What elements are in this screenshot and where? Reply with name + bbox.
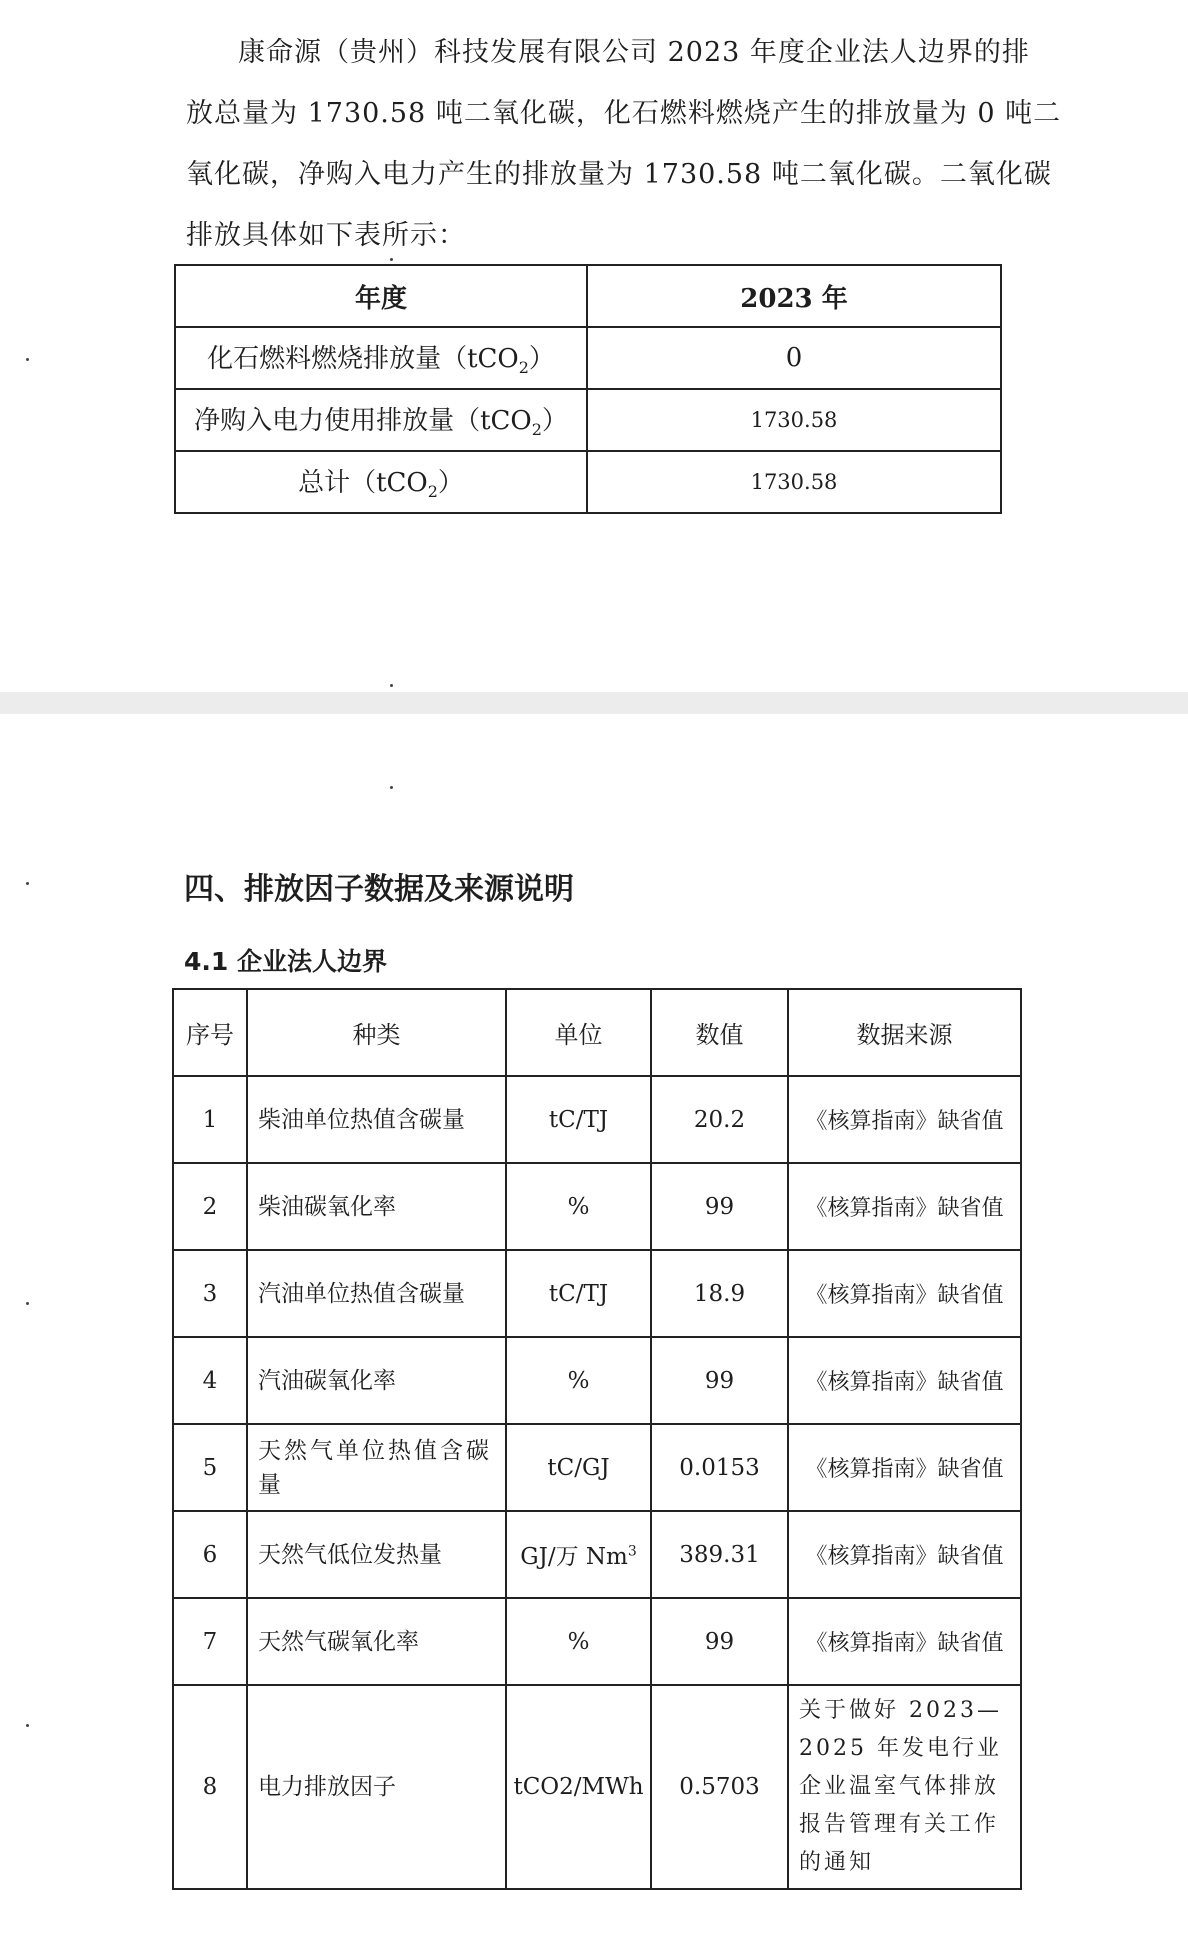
cell-source: 《核算指南》缺省值: [788, 1511, 1021, 1598]
cell-kind: 汽油碳氧化率: [247, 1337, 506, 1424]
header-cell-source: 数据来源: [788, 989, 1021, 1076]
cell-unit: tC/GJ: [506, 1424, 651, 1511]
cell-no: 3: [173, 1250, 247, 1337]
cell-value: 99: [651, 1163, 788, 1250]
cell-kind: 柴油单位热值含碳量: [247, 1076, 506, 1163]
table-header-row: [173, 989, 1021, 1076]
row-label: 总计（tCO$_2$）: [175, 451, 587, 513]
page-separator: [0, 692, 1188, 714]
header-cell-year-label: 年度: [175, 265, 587, 327]
intro-line-4: 排放具体如下表所示：: [186, 220, 466, 251]
table-row: [175, 389, 1001, 451]
header-cell-no: 序号: [173, 989, 247, 1076]
cell-unit: tC/TJ: [506, 1250, 651, 1337]
row-label: 化石燃料燃烧排放量（tCO$_2$）: [175, 327, 587, 389]
cell-no: 8: [173, 1685, 247, 1889]
table-row: [175, 451, 1001, 513]
cell-no: 4: [173, 1337, 247, 1424]
header-cell-year-value: 2023 年: [587, 265, 1001, 327]
intro-line-2: 放总量为 1730.58 吨二氧化碳，化石燃料燃烧产生的排放量为 0 吨二: [186, 98, 1062, 129]
cell-source: 《核算指南》缺省值: [788, 1598, 1021, 1685]
cell-value: 389.31: [651, 1511, 788, 1598]
header-cell-kind: 种类: [247, 989, 506, 1076]
cell-source: 《核算指南》缺省值: [788, 1076, 1021, 1163]
scan-speck: [26, 882, 29, 885]
table-row: [173, 1685, 1021, 1889]
cell-unit: %: [506, 1337, 651, 1424]
cell-value: 0.5703: [651, 1685, 788, 1889]
cell-no: 7: [173, 1598, 247, 1685]
cell-kind: 天然气碳氧化率: [247, 1598, 506, 1685]
cell-value: 20.2: [651, 1076, 788, 1163]
table-header-row: [175, 265, 1001, 327]
cell-unit: GJ/万 Nm$^3$: [506, 1511, 651, 1598]
table-row: [175, 327, 1001, 389]
cell-value: 18.9: [651, 1250, 788, 1337]
row-value: 1730.58: [587, 451, 1001, 513]
document-page-1: [0, 0, 1188, 692]
cell-value: 0.0153: [651, 1424, 788, 1511]
cell-source: 关于做好 2023—2025 年发电行业企业温室气体排放报告管理有关工作的通知: [788, 1685, 1021, 1889]
row-label: 净购入电力使用排放量（tCO$_2$）: [175, 389, 587, 451]
cell-source: 《核算指南》缺省值: [788, 1337, 1021, 1424]
cell-unit: tC/TJ: [506, 1076, 651, 1163]
table-row: [173, 1511, 1021, 1598]
subsection-title: 4.1 企业法人边界: [184, 947, 387, 976]
table-row: [173, 1250, 1021, 1337]
cell-no: 2: [173, 1163, 247, 1250]
cell-unit: %: [506, 1163, 651, 1250]
table-row: [173, 1163, 1021, 1250]
header-cell-value: 数值: [651, 989, 788, 1076]
scan-speck: [26, 358, 29, 361]
cell-no: 1: [173, 1076, 247, 1163]
cell-unit: %: [506, 1598, 651, 1685]
scan-speck: [390, 258, 393, 261]
cell-kind: 电力排放因子: [247, 1685, 506, 1889]
scan-speck: [390, 684, 393, 687]
header-cell-unit: 单位: [506, 989, 651, 1076]
cell-source: 《核算指南》缺省值: [788, 1250, 1021, 1337]
emission-factor-table: [172, 988, 1022, 1890]
table-row: [173, 1424, 1021, 1511]
table-row: [173, 1337, 1021, 1424]
cell-kind: 天然气单位热值含碳量: [247, 1424, 506, 1511]
scan-speck: [26, 1724, 29, 1727]
cell-kind: 汽油单位热值含碳量: [247, 1250, 506, 1337]
scan-speck: [390, 786, 393, 789]
row-value: 0: [587, 327, 1001, 389]
table-row: [173, 1598, 1021, 1685]
table-row: [173, 1076, 1021, 1163]
cell-unit: tCO2/MWh: [506, 1685, 651, 1889]
section-title: 四、排放因子数据及来源说明: [184, 872, 574, 907]
emissions-summary-table: [174, 264, 1002, 514]
row-value: 1730.58: [587, 389, 1001, 451]
cell-no: 5: [173, 1424, 247, 1511]
intro-line-3: 氧化碳，净购入电力产生的排放量为 1730.58 吨二氧化碳。二氧化碳: [186, 159, 1052, 190]
cell-kind: 天然气低位发热量: [247, 1511, 506, 1598]
scan-speck: [26, 1302, 29, 1305]
cell-kind: 柴油碳氧化率: [247, 1163, 506, 1250]
cell-source: 《核算指南》缺省值: [788, 1424, 1021, 1511]
cell-value: 99: [651, 1598, 788, 1685]
cell-no: 6: [173, 1511, 247, 1598]
intro-line-1: 康命源（贵州）科技发展有限公司 2023 年度企业法人边界的排: [238, 37, 1030, 68]
cell-value: 99: [651, 1337, 788, 1424]
cell-source: 《核算指南》缺省值: [788, 1163, 1021, 1250]
